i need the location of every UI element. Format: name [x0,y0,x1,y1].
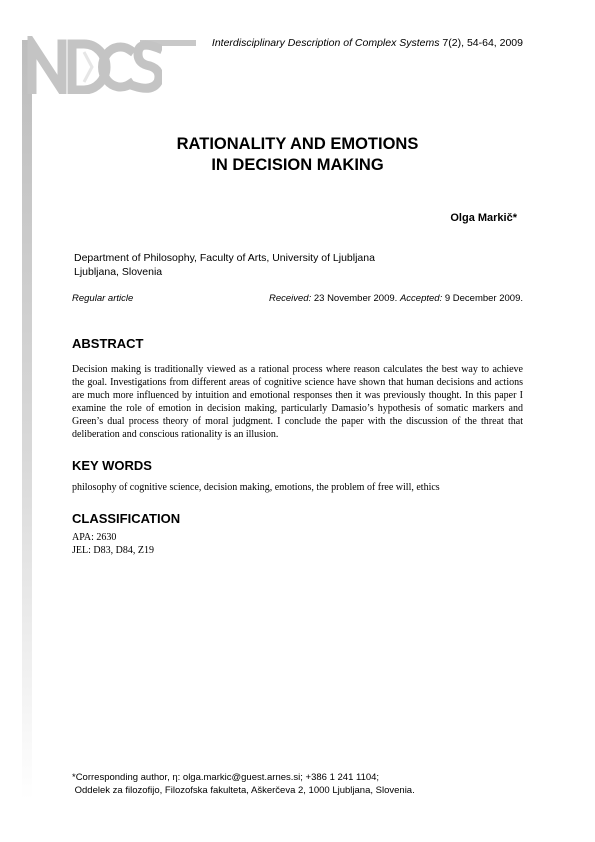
affiliation-line-1: Department of Philosophy, Faculty of Arts, University of Ljubljana [74,252,375,264]
title-line-2: IN DECISION MAKING [211,156,384,174]
keywords-heading: KEY WORDS [72,458,152,473]
footnote-line-2: Oddelek za filozofijo, Filozofska fakulteta, Aškerčeva 2, 1000 Ljubljana, Slovenia. [72,784,415,796]
indecs-logo [22,36,162,94]
abstract-text: Decision making is traditionally viewed as a rational process where reason calculates the best way to achieve the goal. Investigations from different areas of cognitive science have shown that human decisions and actions are much more influenced by intuition and emotional responses then it was previously thought. In this paper I examine the role of emotion in decision making, particularly Damasio’s hypothesis of somatic markers and Green’s dual process theory of moral judgment. I conclude the paper with the discussion of the threat that deliberation and conscious rationality is an illusion. [72,364,523,440]
abstract-heading: ABSTRACT [72,336,144,351]
affiliation-line-2: Ljubljana, Slovenia [74,266,163,278]
received-date: 23 November 2009. [311,293,400,304]
classification-apa: APA: 2630 [72,532,117,543]
journal-citation [212,37,523,49]
affiliation [74,251,375,279]
author-name: Olga Markič* [450,212,517,224]
classification-list [72,531,523,557]
keywords-text: philosophy of cognitive science, decision making, emotions, the problem of free will, ethics [72,482,440,493]
article-dates [269,293,523,304]
footnote-line-1: *Corresponding author, η: olga.markic@guest.arnes.si; +386 1 241 1104; [72,772,380,783]
article-type: Regular article [72,293,134,304]
title-line-1: RATIONALITY AND EMOTIONS [176,135,419,153]
corresponding-author-footnote [72,772,415,797]
classification-jel: JEL: D83, D84, Z19 [72,545,154,556]
classification-heading: CLASSIFICATION [72,511,181,526]
article-title [0,134,595,176]
accepted-date: 9 December 2009. [442,293,523,304]
journal-name: Interdisciplinary Description of Complex Systems [211,37,440,49]
received-label: Received: [268,293,312,304]
accepted-label: Accepted: [399,293,443,304]
journal-issue: 7(2), 54-64, 2009 [439,37,523,49]
